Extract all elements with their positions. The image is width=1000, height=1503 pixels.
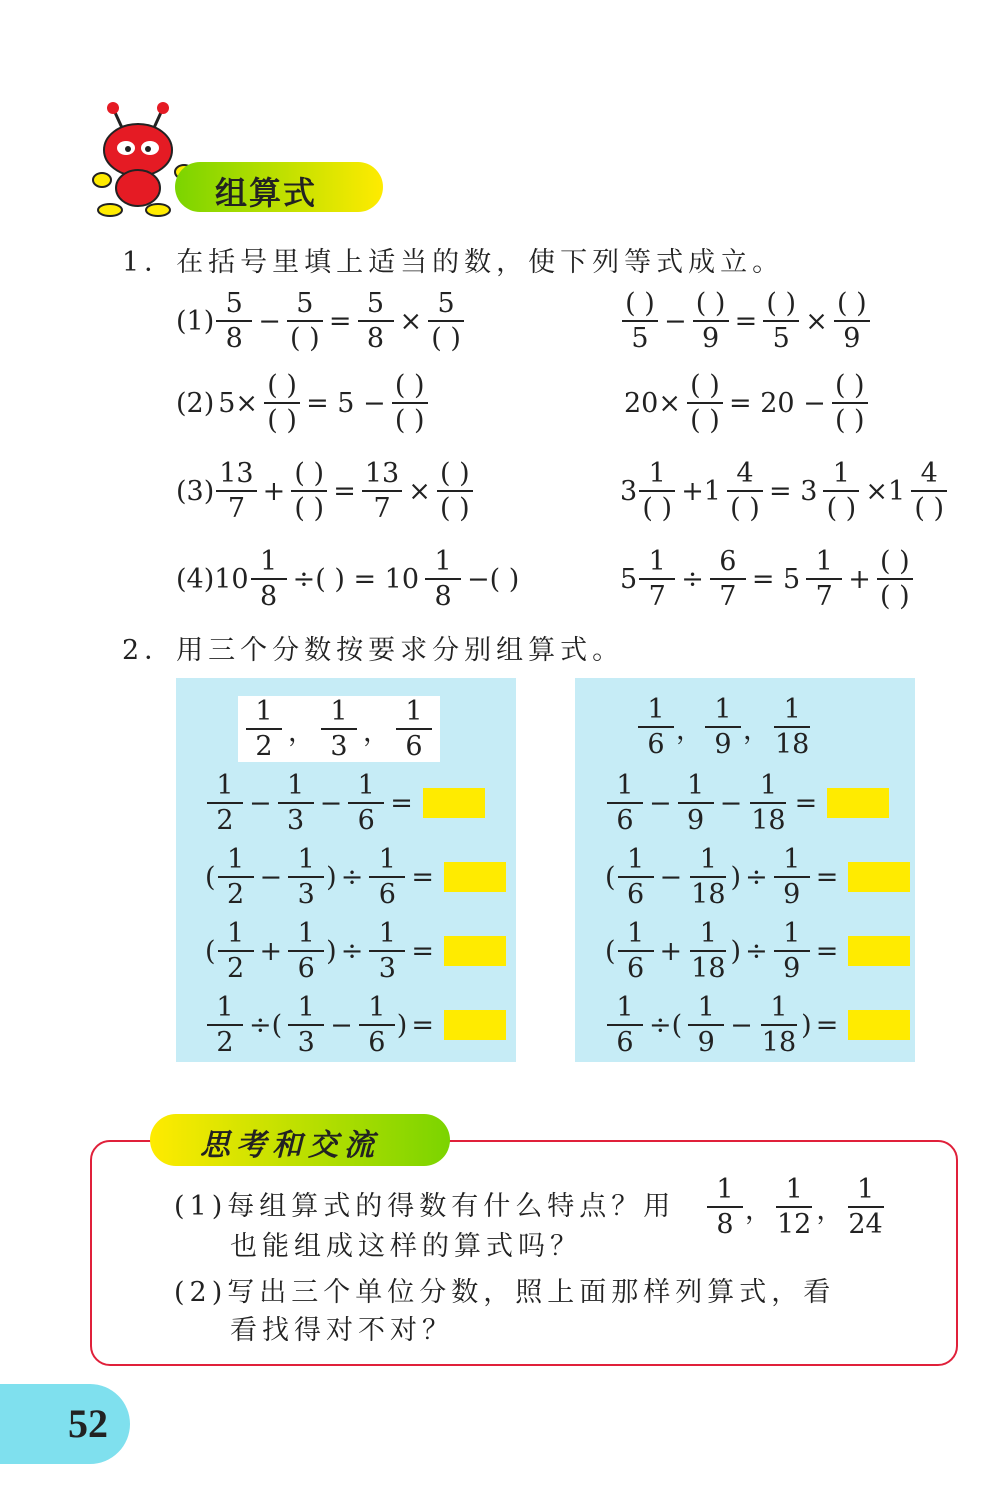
answer-box[interactable] <box>444 936 506 966</box>
page-number-tab <box>0 1384 130 1464</box>
answer-box[interactable] <box>444 1010 506 1040</box>
right-expr-1: $\frac{1}{6}$ − $\frac{1}{9}$ − $\frac{1}{18}$ = <box>605 772 889 834</box>
think-item-2-line-1: (2)写出三个单位分数，照上面那样列算式，看 <box>174 1277 836 1308</box>
right-expr-3: ( $\frac{1}{6}$ + $\frac{1}{18}$ ) ÷ $\frac{1}{9}$ = <box>605 920 910 982</box>
fraction: $\frac{5}{( )}$ <box>287 290 323 352</box>
question-1-text: 1．在括号里填上适当的数，使下列等式成立。 <box>122 247 785 278</box>
fraction: $\frac{5}{8}$ <box>216 290 252 352</box>
answer-box[interactable] <box>848 1010 910 1040</box>
right-expr-2: ( $\frac{1}{6}$ − $\frac{1}{18}$ ) ÷ $\frac{1}{9}$ = <box>605 846 910 908</box>
think-item-2-line-2: 看找得对不对？ <box>230 1315 454 1346</box>
section-title: 组算式 <box>215 174 318 212</box>
q1-row-4-left: (4) 10 $\frac{1}{8}$ ÷( ) = 10 $\frac{1}{8}$ −( ) <box>176 546 520 612</box>
think-item-1-line-2: 也能组成这样的算式吗？ <box>230 1231 582 1262</box>
question-2-text: 2．用三个分数按要求分别组算式。 <box>122 635 625 666</box>
right-expr-4: $\frac{1}{6}$ ÷( $\frac{1}{9}$ − $\frac{1}{18}$ ) = <box>605 994 910 1056</box>
answer-box[interactable] <box>423 788 485 818</box>
answer-box[interactable] <box>848 862 910 892</box>
q1-row-1-right: $\frac{( )}{5}$ − $\frac{( )}{9}$ = $\frac{( )}{5}$ × $\frac{( )}{9}$ <box>620 290 872 352</box>
left-panel-fractions: $\frac{1}{2}$ ， $\frac{1}{3}$ ， $\frac{1}{6}$ <box>238 696 440 762</box>
fraction: $\frac{5}{( )}$ <box>428 290 464 352</box>
think-item-1-fractions: $\frac{1}{8}$ ， $\frac{1}{12}$ ， $\frac{1}{24}$ <box>705 1176 888 1238</box>
page-number: 52 <box>68 1401 108 1446</box>
left-expr-2: ( $\frac{1}{2}$ − $\frac{1}{3}$ ) ÷ $\frac{1}{6}$ = <box>205 846 506 908</box>
q1-row-1-left: (1) $\frac{5}{8}$ − $\frac{5}{( )}$ = $\frac{5}{8}$ × $\frac{5}{( )}$ <box>176 290 466 352</box>
answer-box[interactable] <box>444 862 506 892</box>
q1-row-3-left: (3) $\frac{13}{7}$ + $\frac{( )}{( )}$ = $\frac{13}{7}$ × $\frac{( )}{( )}$ <box>176 460 475 522</box>
answer-box[interactable] <box>848 936 910 966</box>
q1-row-3-right: 3 $\frac{1}{( )}$ +1 $\frac{4}{( )}$ = 3 $\frac{1}{( )}$ ×1 $\frac{4}{( )}$ <box>620 460 949 522</box>
think-title: 思考和交流 <box>200 1128 380 1163</box>
q1-row-2-left: (2) 5× $\frac{( )}{( )}$ = 5 − $\frac{( )}{( )}$ <box>176 372 430 434</box>
right-panel-fractions: $\frac{1}{6}$ ， $\frac{1}{9}$ ， $\frac{1}{18}$ <box>636 696 814 758</box>
left-expr-1: $\frac{1}{2}$ − $\frac{1}{3}$ − $\frac{1}{6}$ = <box>205 772 485 834</box>
q1-row-2-right: 20× $\frac{( )}{( )}$ = 20 − $\frac{( )}{( )}$ <box>620 372 870 434</box>
left-expr-4: $\frac{1}{2}$ ÷( $\frac{1}{3}$ − $\frac{1}{6}$ ) = <box>205 994 506 1056</box>
q1-row-4-right: 5 $\frac{1}{7}$ ÷ $\frac{6}{7}$ = 5 $\frac{1}{7}$ + $\frac{( )}{( )}$ <box>620 548 915 610</box>
left-expr-3: ( $\frac{1}{2}$ + $\frac{1}{6}$ ) ÷ $\frac{1}{3}$ = <box>205 920 506 982</box>
think-item-1-line-1: (1)每组算式的得数有什么特点？用 <box>174 1191 676 1222</box>
fraction: $\frac{5}{8}$ <box>358 290 394 352</box>
answer-box[interactable] <box>827 788 889 818</box>
row-label: (1) <box>176 305 215 337</box>
